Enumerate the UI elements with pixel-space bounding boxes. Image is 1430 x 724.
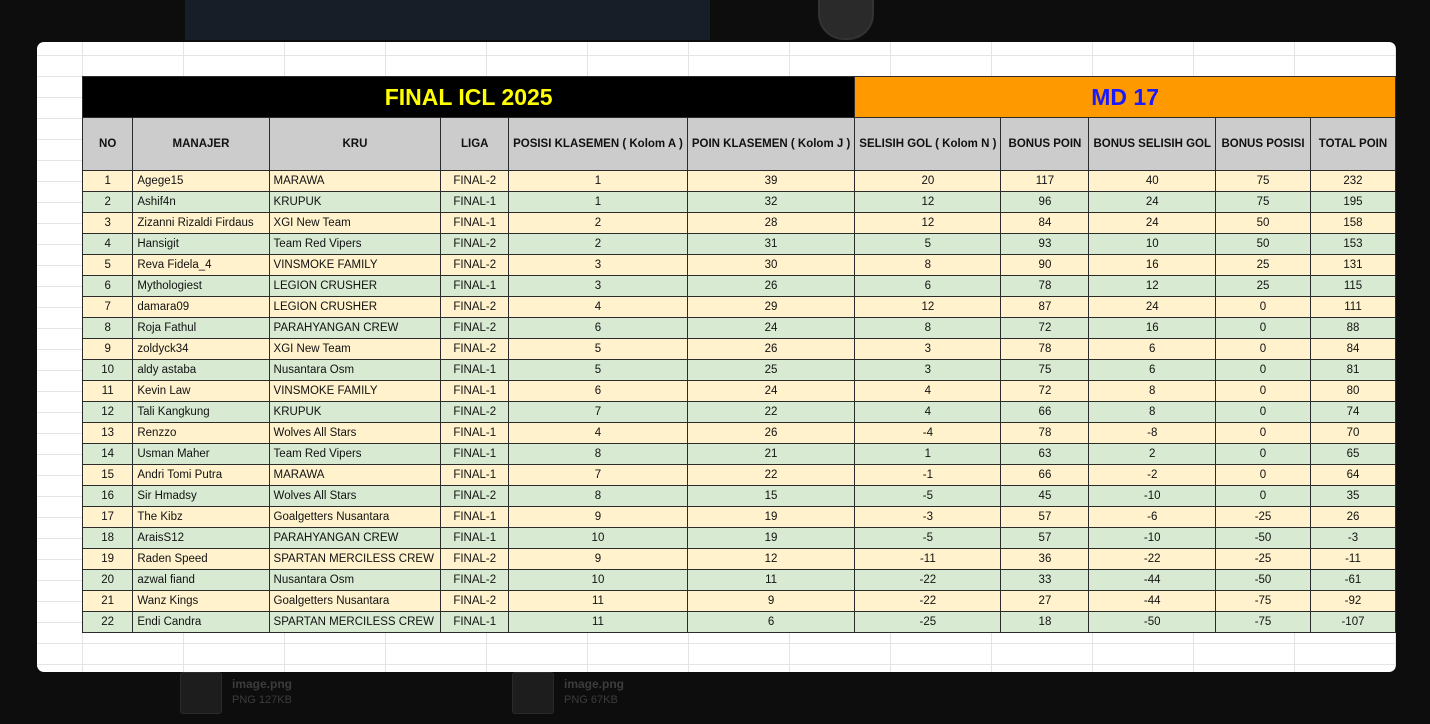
table-row (83, 528, 1396, 549)
cell-kru: VINSMOKE FAMILY (269, 255, 441, 276)
cell-kru: PARAHYANGAN CREW (269, 528, 441, 549)
cell-kru: LEGION CRUSHER (269, 276, 441, 297)
cell-posisi: 2 (509, 234, 688, 255)
cell-no: 21 (83, 591, 133, 612)
cell-selisih: 12 (855, 213, 1001, 234)
cell-bonus-selisih: 24 (1089, 192, 1216, 213)
cell-bonus-poin: 93 (1001, 234, 1089, 255)
table-row (83, 444, 1396, 465)
cell-manajer: Raden Speed (133, 549, 269, 570)
cell-total: 153 (1310, 234, 1395, 255)
cell-liga: FINAL-2 (441, 318, 509, 339)
cell-selisih: -1 (855, 465, 1001, 486)
cell-total: 84 (1310, 339, 1395, 360)
cell-bonus-poin: 78 (1001, 276, 1089, 297)
cell-manajer: Ashif4n (133, 192, 269, 213)
cell-manajer: aldy astaba (133, 360, 269, 381)
cell-poin: 12 (687, 549, 854, 570)
cell-no: 14 (83, 444, 133, 465)
cell-bonus-posisi: 0 (1216, 297, 1311, 318)
table-row (83, 192, 1396, 213)
cell-bonus-selisih: -10 (1089, 486, 1216, 507)
cell-poin: 26 (687, 339, 854, 360)
cell-total: 232 (1310, 171, 1395, 192)
cell-bonus-poin: 57 (1001, 507, 1089, 528)
cell-total: -3 (1310, 528, 1395, 549)
cell-posisi: 7 (509, 465, 688, 486)
cell-bonus-poin: 63 (1001, 444, 1089, 465)
cell-total: 195 (1310, 192, 1395, 213)
cell-manajer: Endi Candra (133, 612, 269, 633)
cell-kru: SPARTAN MERCILESS CREW (269, 549, 441, 570)
cell-bonus-posisi: -25 (1216, 549, 1311, 570)
table-row (83, 570, 1396, 591)
cell-posisi: 11 (509, 612, 688, 633)
cell-bonus-poin: 33 (1001, 570, 1089, 591)
cell-kru: XGI New Team (269, 339, 441, 360)
cell-no: 22 (83, 612, 133, 633)
file-thumbnail-icon (180, 672, 222, 714)
cell-bonus-selisih: 12 (1089, 276, 1216, 297)
background-file-attachment[interactable] (512, 672, 624, 720)
table-row (83, 234, 1396, 255)
table-row (83, 255, 1396, 276)
cell-total: -92 (1310, 591, 1395, 612)
cell-bonus-poin: 90 (1001, 255, 1089, 276)
cell-poin: 19 (687, 528, 854, 549)
file-thumbnail-icon (512, 672, 554, 714)
cell-selisih: 3 (855, 339, 1001, 360)
cell-liga: FINAL-1 (441, 612, 509, 633)
cell-manajer: Kevin Law (133, 381, 269, 402)
cell-bonus-posisi: 50 (1216, 213, 1311, 234)
cell-bonus-poin: 45 (1001, 486, 1089, 507)
cell-no: 6 (83, 276, 133, 297)
cell-liga: FINAL-2 (441, 171, 509, 192)
cell-bonus-posisi: 0 (1216, 423, 1311, 444)
cell-bonus-poin: 84 (1001, 213, 1089, 234)
cell-poin: 28 (687, 213, 854, 234)
cell-liga: FINAL-1 (441, 192, 509, 213)
cell-bonus-selisih: -2 (1089, 465, 1216, 486)
cell-bonus-poin: 72 (1001, 381, 1089, 402)
column-header: KRU (269, 118, 441, 171)
cell-total: 70 (1310, 423, 1395, 444)
column-header: BONUS SELISIH GOL (1089, 118, 1216, 171)
cell-bonus-posisi: -25 (1216, 507, 1311, 528)
cell-poin: 24 (687, 318, 854, 339)
cell-no: 4 (83, 234, 133, 255)
cell-manajer: Agege15 (133, 171, 269, 192)
cell-bonus-posisi: 0 (1216, 339, 1311, 360)
cell-bonus-posisi: 50 (1216, 234, 1311, 255)
cell-liga: FINAL-1 (441, 423, 509, 444)
cell-bonus-posisi: -75 (1216, 612, 1311, 633)
cell-liga: FINAL-2 (441, 549, 509, 570)
cell-bonus-selisih: 6 (1089, 360, 1216, 381)
cell-bonus-poin: 57 (1001, 528, 1089, 549)
cell-kru: Nusantara Osm (269, 360, 441, 381)
cell-poin: 22 (687, 402, 854, 423)
cell-liga: FINAL-2 (441, 297, 509, 318)
cell-bonus-selisih: -22 (1089, 549, 1216, 570)
spreadsheet-image-preview (37, 42, 1396, 672)
cell-bonus-selisih: 40 (1089, 171, 1216, 192)
cell-bonus-posisi: -50 (1216, 528, 1311, 549)
cell-bonus-selisih: -6 (1089, 507, 1216, 528)
cell-manajer: azwal fiand (133, 570, 269, 591)
cell-posisi: 1 (509, 171, 688, 192)
table-row (83, 507, 1396, 528)
cell-posisi: 1 (509, 192, 688, 213)
cell-bonus-poin: 66 (1001, 465, 1089, 486)
cell-no: 2 (83, 192, 133, 213)
cell-no: 20 (83, 570, 133, 591)
cell-posisi: 6 (509, 381, 688, 402)
cell-posisi: 6 (509, 318, 688, 339)
cell-poin: 15 (687, 486, 854, 507)
cell-kru: XGI New Team (269, 213, 441, 234)
cell-poin: 6 (687, 612, 854, 633)
cell-selisih: -5 (855, 486, 1001, 507)
cell-no: 18 (83, 528, 133, 549)
cell-liga: FINAL-2 (441, 339, 509, 360)
cell-bonus-posisi: 75 (1216, 192, 1311, 213)
cell-bonus-selisih: -50 (1089, 612, 1216, 633)
cell-liga: FINAL-2 (441, 570, 509, 591)
cell-posisi: 2 (509, 213, 688, 234)
column-header: TOTAL POIN (1310, 118, 1395, 171)
cell-bonus-selisih: -44 (1089, 591, 1216, 612)
cell-total: 74 (1310, 402, 1395, 423)
table-row (83, 465, 1396, 486)
cell-bonus-selisih: 24 (1089, 297, 1216, 318)
cell-bonus-selisih: 16 (1089, 255, 1216, 276)
table-row (83, 423, 1396, 444)
cell-liga: FINAL-2 (441, 591, 509, 612)
cell-liga: FINAL-1 (441, 276, 509, 297)
cell-total: 88 (1310, 318, 1395, 339)
cell-liga: FINAL-1 (441, 381, 509, 402)
cell-bonus-selisih: -8 (1089, 423, 1216, 444)
table-row (83, 339, 1396, 360)
cell-kru: KRUPUK (269, 192, 441, 213)
cell-bonus-posisi: 0 (1216, 486, 1311, 507)
background-chat-strip (185, 0, 710, 40)
cell-poin: 21 (687, 444, 854, 465)
cell-poin: 32 (687, 192, 854, 213)
cell-total: 131 (1310, 255, 1395, 276)
cell-bonus-selisih: 8 (1089, 402, 1216, 423)
cell-manajer: Reva Fidela_4 (133, 255, 269, 276)
cell-total: -61 (1310, 570, 1395, 591)
cell-no: 7 (83, 297, 133, 318)
cell-selisih: -5 (855, 528, 1001, 549)
cell-bonus-posisi: 25 (1216, 276, 1311, 297)
cell-selisih: 1 (855, 444, 1001, 465)
cell-bonus-poin: 96 (1001, 192, 1089, 213)
cell-bonus-posisi: -50 (1216, 570, 1311, 591)
cell-poin: 22 (687, 465, 854, 486)
cell-posisi: 8 (509, 486, 688, 507)
cell-selisih: 5 (855, 234, 1001, 255)
cell-no: 10 (83, 360, 133, 381)
cell-selisih: -25 (855, 612, 1001, 633)
cell-no: 1 (83, 171, 133, 192)
column-header: POSISI KLASEMEN ( Kolom A ) (509, 118, 688, 171)
cell-total: 111 (1310, 297, 1395, 318)
cell-manajer: Sir Hmadsy (133, 486, 269, 507)
cell-total: 65 (1310, 444, 1395, 465)
cell-kru: MARAWA (269, 465, 441, 486)
cell-poin: 19 (687, 507, 854, 528)
cell-selisih: -22 (855, 591, 1001, 612)
cell-manajer: Andri Tomi Putra (133, 465, 269, 486)
cell-manajer: Renzzo (133, 423, 269, 444)
cell-total: 81 (1310, 360, 1395, 381)
file-name: image.png (564, 677, 625, 691)
cell-kru: LEGION CRUSHER (269, 297, 441, 318)
cell-selisih: 4 (855, 381, 1001, 402)
cell-bonus-selisih: 2 (1089, 444, 1216, 465)
cell-liga: FINAL-2 (441, 486, 509, 507)
cell-posisi: 5 (509, 360, 688, 381)
cell-bonus-poin: 78 (1001, 423, 1089, 444)
cell-bonus-selisih: 10 (1089, 234, 1216, 255)
cell-kru: MARAWA (269, 171, 441, 192)
cell-bonus-poin: 75 (1001, 360, 1089, 381)
cell-manajer: Hansigit (133, 234, 269, 255)
cell-poin: 24 (687, 381, 854, 402)
cell-kru: VINSMOKE FAMILY (269, 381, 441, 402)
cell-poin: 9 (687, 591, 854, 612)
cell-liga: FINAL-1 (441, 213, 509, 234)
cell-bonus-selisih: 6 (1089, 339, 1216, 360)
cell-selisih: 6 (855, 276, 1001, 297)
table-row (83, 318, 1396, 339)
cell-posisi: 9 (509, 507, 688, 528)
cell-total: 64 (1310, 465, 1395, 486)
cell-selisih: -4 (855, 423, 1001, 444)
cell-kru: Wolves All Stars (269, 486, 441, 507)
column-header: NO (83, 118, 133, 171)
cell-kru: Goalgetters Nusantara (269, 507, 441, 528)
cell-bonus-poin: 72 (1001, 318, 1089, 339)
column-header: BONUS POSISI (1216, 118, 1311, 171)
cell-no: 17 (83, 507, 133, 528)
cell-liga: FINAL-2 (441, 402, 509, 423)
table-row (83, 612, 1396, 633)
table-row (83, 360, 1396, 381)
cell-no: 11 (83, 381, 133, 402)
table-title: FINAL ICL 2025 (83, 77, 855, 118)
cell-kru: Team Red Vipers (269, 444, 441, 465)
cell-bonus-posisi: 0 (1216, 318, 1311, 339)
cell-bonus-selisih: -10 (1089, 528, 1216, 549)
cell-poin: 39 (687, 171, 854, 192)
cell-kru: Goalgetters Nusantara (269, 591, 441, 612)
cell-posisi: 3 (509, 276, 688, 297)
cell-manajer: damara09 (133, 297, 269, 318)
cell-selisih: 8 (855, 318, 1001, 339)
cell-poin: 29 (687, 297, 854, 318)
cell-liga: FINAL-1 (441, 360, 509, 381)
cell-liga: FINAL-1 (441, 444, 509, 465)
cell-bonus-posisi: 0 (1216, 360, 1311, 381)
cell-no: 8 (83, 318, 133, 339)
background-file-attachment[interactable] (180, 672, 292, 720)
cell-posisi: 3 (509, 255, 688, 276)
cell-kru: KRUPUK (269, 402, 441, 423)
cell-bonus-posisi: 0 (1216, 444, 1311, 465)
file-size: PNG 67KB (564, 694, 618, 706)
cell-manajer: Mythologiest (133, 276, 269, 297)
cell-bonus-posisi: 0 (1216, 381, 1311, 402)
cell-kru: PARAHYANGAN CREW (269, 318, 441, 339)
table-row (83, 402, 1396, 423)
cell-selisih: -11 (855, 549, 1001, 570)
cell-selisih: 20 (855, 171, 1001, 192)
file-size: PNG 127KB (232, 694, 292, 706)
standings-table (82, 76, 1396, 633)
cell-bonus-poin: 78 (1001, 339, 1089, 360)
background-flag-icon (818, 0, 874, 40)
cell-bonus-posisi: 0 (1216, 402, 1311, 423)
cell-manajer: zoldyck34 (133, 339, 269, 360)
cell-liga: FINAL-1 (441, 528, 509, 549)
cell-bonus-posisi: -75 (1216, 591, 1311, 612)
cell-kru: SPARTAN MERCILESS CREW (269, 612, 441, 633)
cell-no: 16 (83, 486, 133, 507)
cell-kru: Team Red Vipers (269, 234, 441, 255)
cell-manajer: AraisS12 (133, 528, 269, 549)
cell-total: 115 (1310, 276, 1395, 297)
table-row (83, 381, 1396, 402)
table-row (83, 486, 1396, 507)
cell-poin: 11 (687, 570, 854, 591)
cell-posisi: 5 (509, 339, 688, 360)
cell-posisi: 10 (509, 528, 688, 549)
cell-bonus-poin: 27 (1001, 591, 1089, 612)
cell-bonus-selisih: 24 (1089, 213, 1216, 234)
cell-manajer: Wanz Kings (133, 591, 269, 612)
cell-total: 158 (1310, 213, 1395, 234)
cell-bonus-poin: 36 (1001, 549, 1089, 570)
column-headers (83, 118, 1396, 171)
column-header: BONUS POIN (1001, 118, 1089, 171)
table-row (83, 171, 1396, 192)
cell-posisi: 4 (509, 423, 688, 444)
cell-bonus-posisi: 0 (1216, 465, 1311, 486)
cell-selisih: 12 (855, 192, 1001, 213)
cell-total: 26 (1310, 507, 1395, 528)
cell-selisih: -3 (855, 507, 1001, 528)
cell-no: 9 (83, 339, 133, 360)
cell-posisi: 10 (509, 570, 688, 591)
table-row (83, 549, 1396, 570)
table-row (83, 297, 1396, 318)
cell-kru: Wolves All Stars (269, 423, 441, 444)
column-header: MANAJER (133, 118, 269, 171)
column-header: LIGA (441, 118, 509, 171)
cell-bonus-selisih: 16 (1089, 318, 1216, 339)
cell-no: 15 (83, 465, 133, 486)
cell-poin: 26 (687, 423, 854, 444)
cell-no: 13 (83, 423, 133, 444)
cell-selisih: 3 (855, 360, 1001, 381)
cell-manajer: Usman Maher (133, 444, 269, 465)
file-name: image.png (232, 677, 293, 691)
table-row (83, 213, 1396, 234)
cell-poin: 25 (687, 360, 854, 381)
cell-total: 35 (1310, 486, 1395, 507)
cell-bonus-poin: 66 (1001, 402, 1089, 423)
cell-total: -107 (1310, 612, 1395, 633)
table-row (83, 276, 1396, 297)
cell-manajer: The Kibz (133, 507, 269, 528)
cell-total: -11 (1310, 549, 1395, 570)
column-header: POIN KLASEMEN ( Kolom J ) (687, 118, 854, 171)
cell-poin: 31 (687, 234, 854, 255)
cell-no: 3 (83, 213, 133, 234)
table-row (83, 591, 1396, 612)
cell-manajer: Tali Kangkung (133, 402, 269, 423)
cell-total: 80 (1310, 381, 1395, 402)
cell-posisi: 4 (509, 297, 688, 318)
cell-no: 12 (83, 402, 133, 423)
cell-bonus-posisi: 75 (1216, 171, 1311, 192)
cell-posisi: 8 (509, 444, 688, 465)
cell-bonus-selisih: -44 (1089, 570, 1216, 591)
cell-poin: 30 (687, 255, 854, 276)
cell-no: 19 (83, 549, 133, 570)
cell-selisih: 4 (855, 402, 1001, 423)
cell-no: 5 (83, 255, 133, 276)
cell-liga: FINAL-2 (441, 234, 509, 255)
cell-liga: FINAL-2 (441, 255, 509, 276)
cell-manajer: Zizanni Rizaldi Firdaus (133, 213, 269, 234)
cell-posisi: 7 (509, 402, 688, 423)
cell-kru: Nusantara Osm (269, 570, 441, 591)
cell-selisih: 12 (855, 297, 1001, 318)
cell-liga: FINAL-1 (441, 465, 509, 486)
cell-bonus-selisih: 8 (1089, 381, 1216, 402)
cell-manajer: Roja Fathul (133, 318, 269, 339)
cell-poin: 26 (687, 276, 854, 297)
cell-bonus-poin: 87 (1001, 297, 1089, 318)
cell-liga: FINAL-1 (441, 507, 509, 528)
cell-bonus-posisi: 25 (1216, 255, 1311, 276)
cell-bonus-poin: 117 (1001, 171, 1089, 192)
cell-posisi: 11 (509, 591, 688, 612)
column-header: SELISIH GOL ( Kolom N ) (855, 118, 1001, 171)
cell-bonus-poin: 18 (1001, 612, 1089, 633)
cell-posisi: 9 (509, 549, 688, 570)
table-body (83, 171, 1396, 633)
matchday-label: MD 17 (855, 77, 1396, 118)
cell-selisih: 8 (855, 255, 1001, 276)
cell-selisih: -22 (855, 570, 1001, 591)
